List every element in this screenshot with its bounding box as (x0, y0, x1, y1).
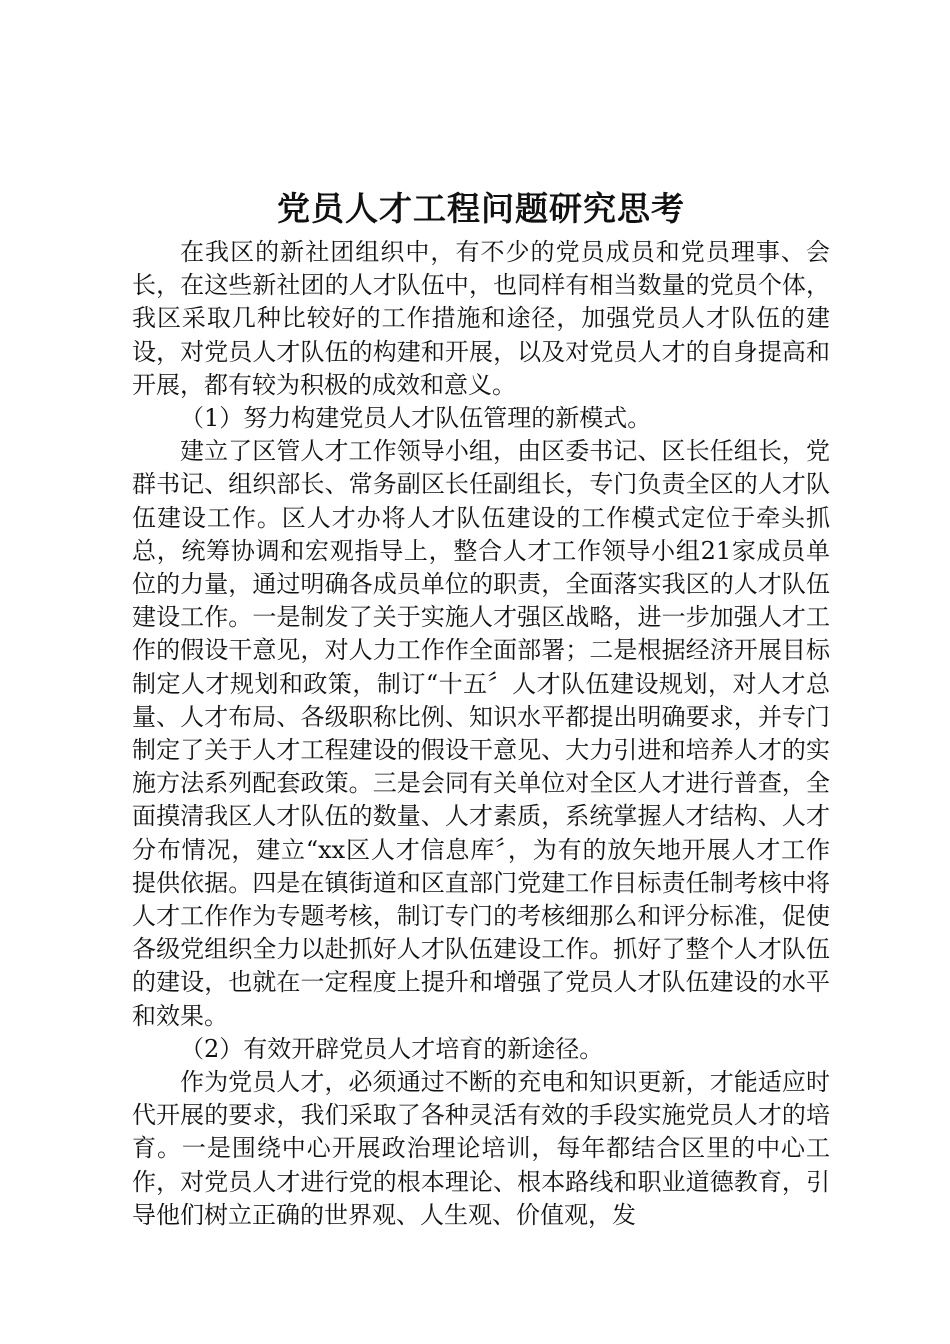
paragraph-section-2: 作为党员人才，必须通过不断的充电和知识更新，才能适应时代开展的要求，我们采取了各种灵活有效的手段实施党员人才的培育。一是围绕中心开展政治理论培训，每年都结合区里的中心工作，对党员人才进行党的根本理论、根本路线和职业道德教育，引导他们树立正确的世界观、人生观、价值观，发 (132, 1068, 830, 1229)
section-heading-2: （2）有效开辟党员人才培育的新途径。 (180, 1034, 604, 1063)
paragraph-section-1: 建立了区管人才工作领导小组，由区委书记、区长任组长，党群书记、组织部长、常务副区长任副组长，专门负责全区的人才队伍建设工作。区人才办将人才队伍建设的工作模式定位于牵头抓总，统筹协调和宏观指导上，整合人才工作领导小组21家成员单位的力量，通过明确各成员单位的职责，全面落实我区的人才队伍建设工作。一是制发了关于实施人才强区战略，进一步加强人才工作的假设干意见，对人力工作作全面部署；二是根据经济开展目标制定人才规划和政策，制订“十五〞人才队伍建设规划，对人才总量、人才布局、各级职称比例、知识水平都提出明确要求，并专门制定了关于人才工程建设的假设干意见、大力引进和培养人才的实施方法系列配套政策。三是会同有关单位对全区人才进行普查，全面摸清我区人才队伍的数量、人才素质，系统掌握人才结构、人才分布情况，建立“xx区人才信息库〞，为有的放矢地开展人才工作提供依据。四是在镇街道和区直部门党建工作目标责任制考核中将人才工作作为专题考核，制订专门的考核细那么和评分标准，促使各级党组织全力以赴抓好人才队伍建设工作。抓好了整个人才队伍的建设，也就在一定程度上提升和增强了党员人才队伍建设的水平和效果。 (132, 437, 830, 1030)
document-page (132, 186, 830, 1232)
document-title: 党员人才工程问题研究思考 (277, 189, 685, 228)
section-heading-1: （1）努力构建党员人才队伍管理的新模式。 (180, 404, 652, 433)
paragraph-intro: 在我区的新社团组织中，有不少的党员成员和党员理事、会长，在这些新社团的人才队伍中，也同样有相当数量的党员个体，我区采取几种比较好的工作措施和途径，加强党员人才队伍的建设，对党员人才队伍的构建和开展，以及对党员人才的自身提高和开展，都有较为积极的成效和意义。 (132, 238, 830, 399)
